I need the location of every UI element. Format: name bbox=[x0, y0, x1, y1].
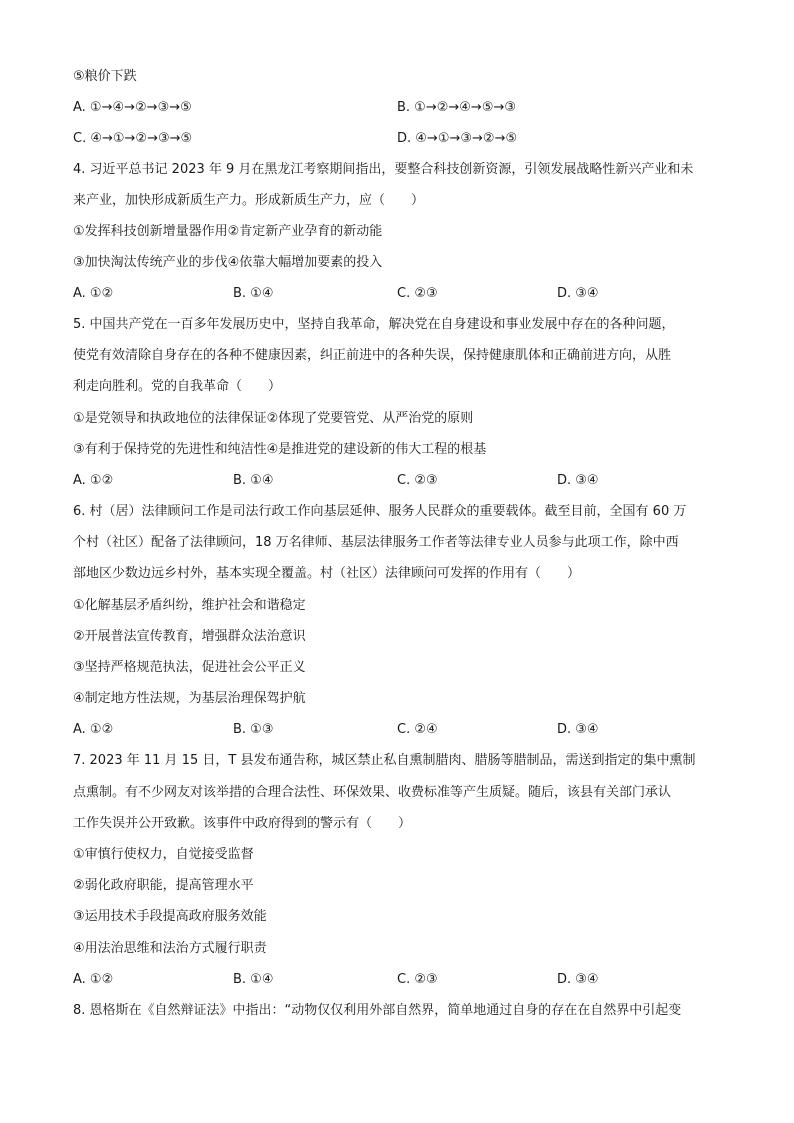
q6-option-b: B. ①③ bbox=[233, 722, 274, 737]
q5-option-c: C. ②③ bbox=[397, 473, 438, 488]
q6-stem-line-2: 个村（社区）配备了法律顾问，18 万名律师、基层法律服务工作者等法律专业人员参与此项工作，除中西 bbox=[73, 535, 679, 550]
q4-items-line-1: ①发挥科技创新增量器作用②肯定新产业孕育的新动能 bbox=[73, 224, 383, 239]
q7-option-d: D. ③④ bbox=[557, 972, 599, 987]
q5-stem-line-3: 利走向胜利。党的自我革命（ ） bbox=[73, 379, 282, 394]
q4-items-line-2: ③加快淘汰传统产业的步伐④依靠大幅增加要素的投入 bbox=[73, 255, 383, 270]
q5-stem-line-1: 5. 中国共产党在一百多年发展历史中，坚持自我革命，解决党在自身建设和事业发展中存在的各种问题， bbox=[73, 317, 675, 332]
q4-stem-line-2: 来产业，加快形成新质生产力。形成新质生产力，应（ ） bbox=[73, 193, 425, 208]
q7-stem-line-2: 点熏制。有不少网友对该举措的合理合法性、环保效果、收费标准等产生质疑。随后，该县有关部门承认 bbox=[73, 785, 672, 800]
q5-items-line-2: ③有利于保持党的先进性和纯洁性④是推进党的建设新的伟大工程的根基 bbox=[73, 442, 487, 457]
q4-stem-line-1: 4. 习近平总书记 2023 年 9 月在黑龙江考察期间指出，要整合科技创新资源，引领发展战略性新兴产业和未 bbox=[73, 162, 694, 177]
q5-option-b: B. ①④ bbox=[233, 473, 274, 488]
q4-option-a: A. ①② bbox=[73, 286, 114, 301]
q7-stem-line-1: 7. 2023 年 11 月 15 日，T 县发布通告称，城区禁止私自熏制腊肉、腊肠等腊制品，需送到指定的集中熏制 bbox=[73, 753, 696, 768]
q3-option-c: C. ④→①→②→③→⑤ bbox=[73, 131, 193, 146]
q6-stem-line-3: 部地区少数边远乡村外，基本实现全覆盖。村（社区）法律顾问可发挥的作用有（ ） bbox=[73, 566, 581, 581]
q7-item-3: ③运用技术手段提高政府服务效能 bbox=[73, 909, 267, 924]
q7-option-a: A. ①② bbox=[73, 972, 114, 987]
q6-item-1: ①化解基层矛盾纠纷，维护社会和谐稳定 bbox=[73, 598, 306, 613]
q5-items-line-1: ①是党领导和执政地位的法律保证②体现了党要管党、从严治党的原则 bbox=[73, 411, 474, 426]
q6-option-d: D. ③④ bbox=[557, 722, 599, 737]
q6-option-c: C. ②④ bbox=[397, 722, 438, 737]
q6-item-3: ③坚持严格规范执法，促进社会公平正义 bbox=[73, 660, 306, 675]
q6-option-a: A. ①② bbox=[73, 722, 114, 737]
q5-stem-line-2: 使党有效清除自身存在的各种不健康因素，纠正前进中的各种失误，保持健康肌体和正确前进方向，从胜 bbox=[73, 348, 672, 363]
q4-option-c: C. ②③ bbox=[397, 286, 438, 301]
q7-option-b: B. ①④ bbox=[233, 972, 274, 987]
q4-option-d: D. ③④ bbox=[557, 286, 599, 301]
q6-item-4: ④制定地方性法规，为基层治理保驾护航 bbox=[73, 691, 306, 706]
q8-stem-line-1: 8. 恩格斯在《自然辩证法》中指出：“动物仅仅利用外部自然界，简单地通过自身的存在在自然界中引起变 bbox=[73, 1003, 682, 1018]
q6-item-2: ②开展普法宣传教育，增强群众法治意识 bbox=[73, 629, 306, 644]
q3-option-d: D. ④→①→③→②→⑤ bbox=[397, 131, 518, 146]
q6-stem-line-1: 6. 村（居）法律顾问工作是司法行政工作向基层延伸、服务人民群众的重要载体。截至目前，全国有 60 万 bbox=[73, 504, 687, 519]
q7-stem-line-3: 工作失误并公开致歉。该事件中政府得到的警示有（ ） bbox=[73, 816, 412, 831]
q5-option-a: A. ①② bbox=[73, 473, 114, 488]
q3-item-5: ⑤粮价下跌 bbox=[73, 69, 137, 84]
q7-item-2: ②弱化政府职能，提高管理水平 bbox=[73, 878, 254, 893]
q5-option-d: D. ③④ bbox=[557, 473, 599, 488]
q7-item-4: ④用法治思维和法治方式履行职责 bbox=[73, 941, 267, 956]
q4-option-b: B. ①④ bbox=[233, 286, 274, 301]
q7-option-c: C. ②③ bbox=[397, 972, 438, 987]
q3-option-b: B. ①→②→④→⑤→③ bbox=[397, 100, 517, 115]
q3-option-a: A. ①→④→②→③→⑤ bbox=[73, 100, 192, 115]
q7-item-1: ①审慎行使权力，自觉接受监督 bbox=[73, 847, 254, 862]
